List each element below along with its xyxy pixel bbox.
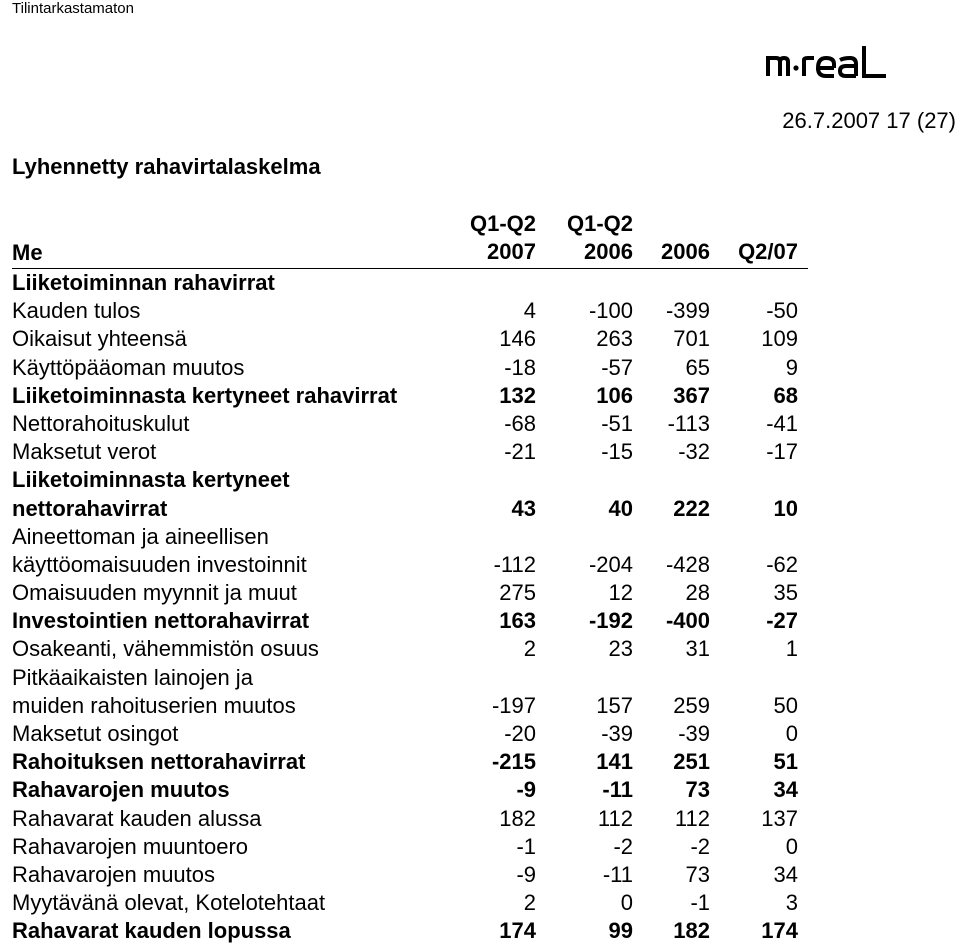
cell-value: -113 bbox=[667, 410, 710, 436]
cell-value: 40 bbox=[608, 495, 633, 521]
cell-value: 259 bbox=[673, 692, 710, 718]
cell-value: -68 bbox=[504, 410, 536, 436]
cell-value: 157 bbox=[596, 692, 633, 718]
cell-value: 275 bbox=[499, 580, 536, 606]
row-label: Maksetut osingot bbox=[12, 721, 179, 747]
table-row bbox=[12, 720, 808, 748]
table-row bbox=[12, 664, 808, 720]
cell-value: 109 bbox=[761, 326, 798, 352]
column-header-q1q2-2006: Q1-Q2 2006 bbox=[566, 211, 633, 264]
table-row bbox=[12, 861, 808, 889]
cell-value: 0 bbox=[785, 721, 798, 747]
cell-value: -428 bbox=[665, 551, 710, 577]
row-label: Aineettoman ja aineellisen käyttöomaisuuden investoinnit bbox=[12, 523, 307, 577]
table-row bbox=[12, 523, 808, 579]
cell-value: -51 bbox=[601, 410, 633, 436]
cell-value: 146 bbox=[499, 326, 536, 352]
cell-value: 163 bbox=[499, 608, 536, 634]
table-row bbox=[12, 466, 808, 522]
cell-value: -215 bbox=[491, 749, 536, 775]
cell-value: 50 bbox=[773, 692, 798, 718]
table-row bbox=[12, 748, 808, 776]
cell-value: 28 bbox=[685, 580, 710, 606]
cell-value: -15 bbox=[601, 439, 633, 465]
column-header-q1q2-2007: Q1-Q2 2007 bbox=[469, 211, 536, 264]
cell-value: 65 bbox=[685, 354, 710, 380]
row-label: Rahavarat kauden alussa bbox=[12, 805, 262, 831]
cell-value: 0 bbox=[620, 890, 633, 916]
cell-value: 141 bbox=[596, 749, 633, 775]
row-label: Rahavarat kauden lopussa bbox=[12, 918, 291, 944]
cell-value: 174 bbox=[499, 918, 536, 944]
row-label: Liiketoiminnan rahavirrat bbox=[12, 270, 275, 295]
row-label: Maksetut verot bbox=[12, 439, 157, 465]
table-row bbox=[12, 579, 808, 607]
table-row bbox=[12, 833, 808, 861]
column-header-q2-07: Q2/07 bbox=[738, 239, 798, 264]
cell-value: -1 bbox=[516, 833, 536, 859]
cell-value: -2 bbox=[613, 833, 633, 859]
table-row bbox=[12, 805, 808, 833]
cell-value: -41 bbox=[766, 410, 798, 436]
cell-value: 35 bbox=[773, 580, 798, 606]
row-label: Investointien nettorahavirrat bbox=[12, 608, 310, 634]
table-header bbox=[12, 212, 808, 269]
table-row bbox=[12, 410, 808, 438]
row-label: Käyttöpääoman muutos bbox=[12, 354, 245, 380]
cell-value: 0 bbox=[785, 833, 798, 859]
cell-value: -11 bbox=[602, 861, 633, 887]
row-label: Pitkäaikaisten lainojen ja muiden rahoituserien muutos bbox=[12, 664, 296, 718]
cell-value: 4 bbox=[523, 298, 536, 324]
table-row bbox=[12, 297, 808, 325]
unit-label: Me bbox=[12, 240, 43, 265]
cell-value: -20 bbox=[504, 721, 536, 747]
cell-value: 2 bbox=[523, 636, 536, 662]
row-label: Omaisuuden myynnit ja muut bbox=[12, 580, 297, 606]
cell-value: -399 bbox=[665, 298, 710, 324]
cell-value: -50 bbox=[766, 298, 798, 324]
table-row bbox=[12, 635, 808, 663]
m-real-logo bbox=[766, 44, 890, 84]
cell-value: -112 bbox=[493, 551, 536, 577]
cell-value: 99 bbox=[608, 918, 633, 944]
cell-value: 9 bbox=[785, 354, 798, 380]
cell-value: 23 bbox=[608, 636, 633, 662]
cell-value: 10 bbox=[773, 495, 798, 521]
cell-value: -62 bbox=[766, 551, 798, 577]
cell-value: -192 bbox=[588, 608, 633, 634]
cell-value: -9 bbox=[516, 861, 536, 887]
header-note: Tilintarkastamaton bbox=[12, 0, 134, 17]
cell-value: -100 bbox=[588, 298, 633, 324]
row-label: Myytävänä olevat, Kotelotehtaat bbox=[12, 890, 326, 916]
cell-value: 43 bbox=[511, 495, 536, 521]
page-title: Lyhennetty rahavirtalaskelma bbox=[12, 154, 321, 179]
cell-value: 701 bbox=[673, 326, 710, 352]
table-row bbox=[12, 354, 808, 382]
cell-value: 12 bbox=[608, 580, 633, 606]
cell-value: 251 bbox=[673, 749, 710, 775]
table-body bbox=[12, 269, 808, 946]
cell-value: 182 bbox=[673, 918, 710, 944]
cell-value: -9 bbox=[516, 777, 536, 803]
row-label: Kauden tulos bbox=[12, 298, 141, 324]
table-row bbox=[12, 325, 808, 353]
cell-value: 137 bbox=[761, 805, 798, 831]
table-row bbox=[12, 438, 808, 466]
cell-value: 367 bbox=[673, 382, 710, 408]
cell-value: -2 bbox=[690, 833, 710, 859]
row-label: Oikaisut yhteensä bbox=[12, 326, 187, 352]
table-row bbox=[12, 776, 808, 804]
cash-flow-table bbox=[12, 212, 808, 946]
date-page-number: 26.7.2007 17 (27) bbox=[782, 108, 956, 133]
cell-value: -1 bbox=[690, 890, 710, 916]
cell-value: 51 bbox=[773, 749, 798, 775]
table-row bbox=[12, 889, 808, 917]
table-row bbox=[12, 917, 808, 945]
cell-value: -197 bbox=[491, 692, 536, 718]
cell-value: 68 bbox=[773, 382, 798, 408]
cell-value: 34 bbox=[773, 777, 798, 803]
cell-value: 2 bbox=[523, 890, 536, 916]
cell-value: 34 bbox=[773, 861, 798, 887]
row-label: Rahoituksen nettorahavirrat bbox=[12, 749, 306, 775]
cell-value: 73 bbox=[685, 861, 710, 887]
cell-value: -39 bbox=[678, 721, 710, 747]
row-label: Osakeanti, vähemmistön osuus bbox=[12, 636, 319, 662]
row-label: Rahavarojen muuntoero bbox=[12, 833, 249, 859]
cell-value: 31 bbox=[685, 636, 710, 662]
cell-value: 3 bbox=[785, 890, 798, 916]
cell-value: -11 bbox=[602, 777, 633, 803]
cell-value: -17 bbox=[766, 439, 798, 465]
row-label: Rahavarojen muutos bbox=[12, 861, 216, 887]
cell-value: 112 bbox=[597, 805, 633, 831]
table-row bbox=[12, 607, 808, 635]
row-label: Liiketoiminnasta kertyneet rahavirrat bbox=[12, 382, 398, 408]
table-row bbox=[12, 269, 808, 297]
cell-value: 182 bbox=[499, 805, 536, 831]
cell-value: 73 bbox=[685, 777, 710, 803]
table-row bbox=[12, 382, 808, 410]
row-label: Liiketoiminnasta kertyneet nettorahavirrat bbox=[12, 467, 290, 521]
cell-value: 132 bbox=[499, 382, 536, 408]
cell-value: -57 bbox=[601, 354, 633, 380]
cell-value: -32 bbox=[678, 439, 710, 465]
cell-value: -21 bbox=[504, 439, 536, 465]
column-header-2006: 2006 bbox=[661, 239, 710, 264]
cell-value: 222 bbox=[673, 495, 710, 521]
row-label: Rahavarojen muutos bbox=[12, 777, 230, 803]
cell-value: -18 bbox=[504, 354, 536, 380]
cell-value: 263 bbox=[596, 326, 633, 352]
cell-value: 174 bbox=[761, 918, 798, 944]
cell-value: -204 bbox=[588, 551, 633, 577]
cell-value: 106 bbox=[596, 382, 633, 408]
row-label: Nettorahoituskulut bbox=[12, 410, 190, 436]
cell-value: -39 bbox=[601, 721, 633, 747]
cell-value: 1 bbox=[785, 636, 798, 662]
cell-value: -27 bbox=[766, 608, 798, 634]
cell-value: -400 bbox=[665, 608, 710, 634]
cell-value: 112 bbox=[674, 805, 710, 831]
